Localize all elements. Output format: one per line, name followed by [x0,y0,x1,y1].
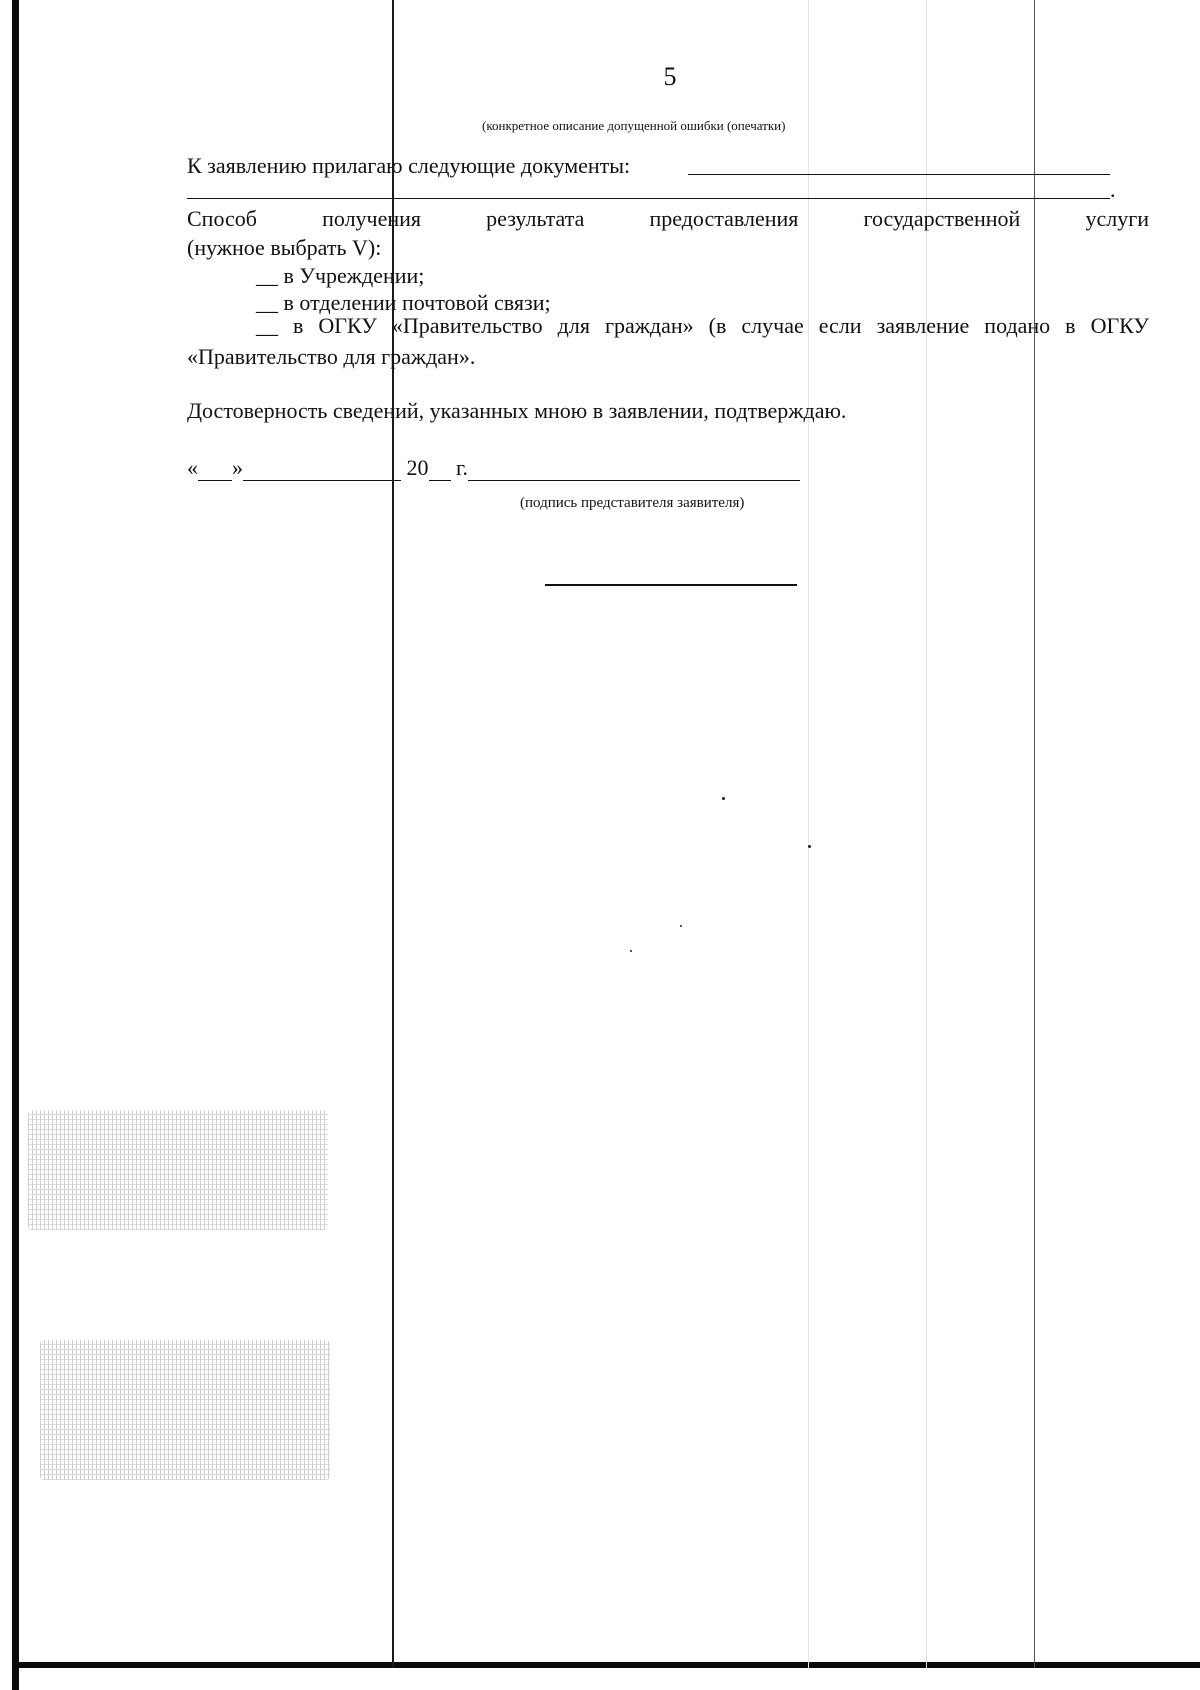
scan-faint-line [808,0,809,1668]
scan-noise [28,1110,328,1230]
delivery-method-hint: (нужное выбрать V): [187,235,382,260]
scan-noise [40,1340,330,1480]
date-open-quote: « [187,455,198,480]
page-number: 5 [663,62,677,91]
option-post-office[interactable]: __ в отделении почтовой связи; [256,290,551,315]
scan-fold-line [1034,0,1035,1668]
year-prefix: 20 [406,455,429,480]
day-blank[interactable] [198,458,232,481]
date-signature-row [187,455,800,481]
scan-speck [680,925,682,927]
scan-faint-line [926,0,927,1668]
delivery-method-heading: Способ получения результата предоставления государственной услуги [187,206,1149,231]
scan-speck [722,797,725,800]
scan-speck [808,845,811,848]
scan-bottom-edge [12,1662,1200,1668]
option-institution[interactable]: __ в Учреждении; [256,263,425,288]
option-ogku[interactable]: __ в ОГКУ «Правительство для граждан» (в случае если заявление подано в ОГКУ [256,313,1149,338]
attachments-blank-line-2[interactable] [187,198,1110,199]
year-suffix: г. [456,455,469,480]
scan-left-edge [12,0,19,1690]
year-blank[interactable] [429,458,451,481]
confirmation-statement: Достоверность сведений, указанных мною в заявлении, подтверждаю. [187,398,847,423]
signature-caption: (подпись представителя заявителя) [520,495,745,511]
scan-fold-line [392,0,394,1668]
month-blank[interactable] [243,458,401,481]
scan-speck [630,950,632,952]
option-ogku-continued: «Правительство для граждан». [187,344,476,369]
attachments-period: . [1110,177,1116,202]
closing-rule [545,584,797,586]
attachments-label: К заявлению прилагаю следующие документы: [187,153,631,178]
error-description-caption: (конкретное описание допущенной ошибки (опечатки) [482,118,786,133]
date-close-quote: » [232,455,243,480]
attachments-blank-line[interactable] [688,174,1110,175]
signature-blank[interactable] [468,458,800,481]
